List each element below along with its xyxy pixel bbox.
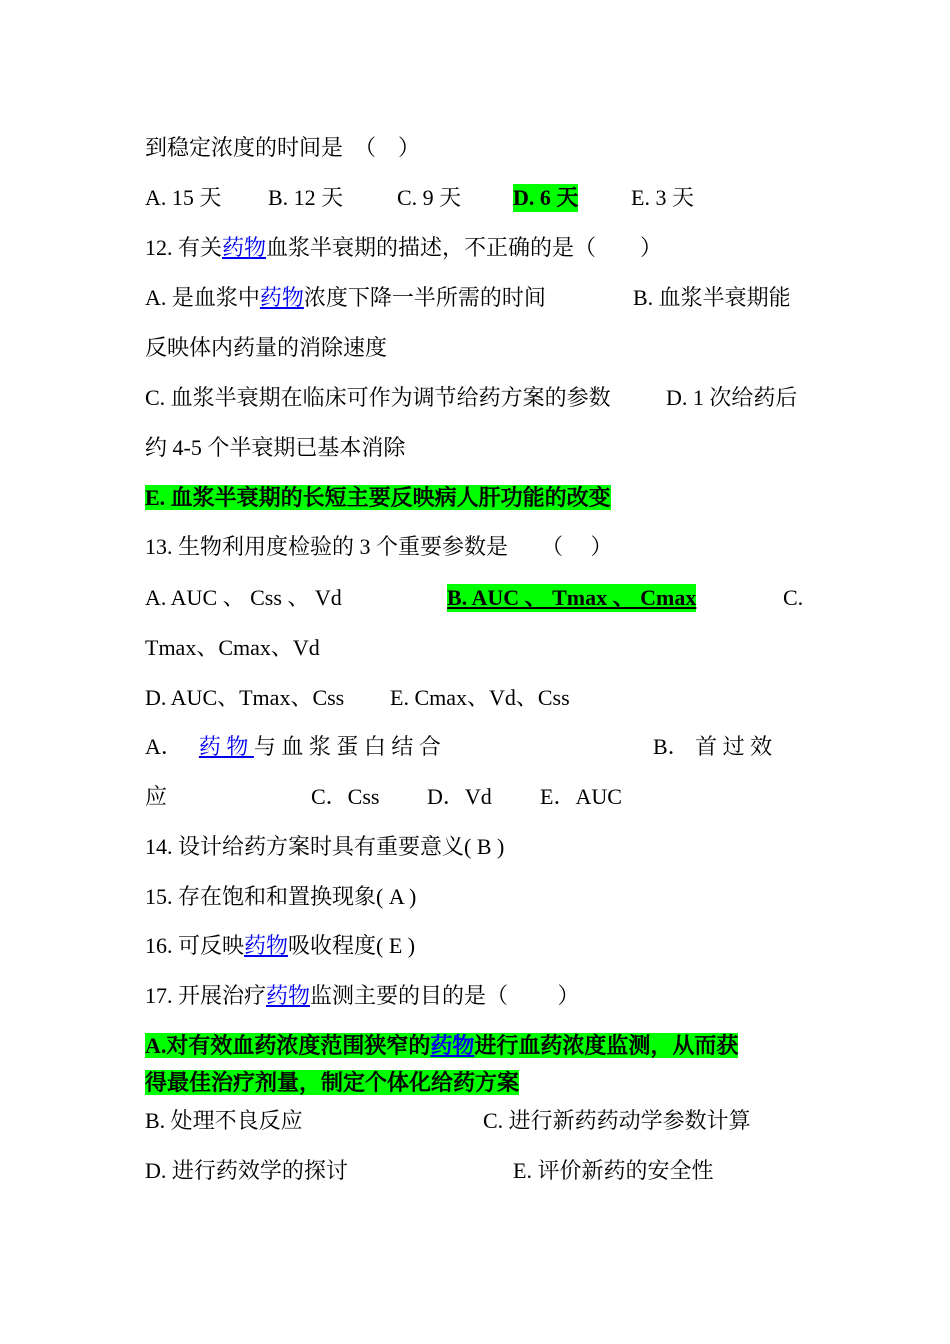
q13-options-abc [145,584,810,612]
q16-item [145,932,415,960]
matching-option-c: C．Css [311,784,380,809]
q17-option-a-answer [145,1032,738,1060]
q12-option-a [145,284,546,312]
q12-option-b-continued: 反映体内药量的消除速度 [145,335,388,360]
q12-stem [145,234,662,262]
q12-option-e-text: E. 血浆半衰期的长短主要反映病人肝功能的改变 [145,485,611,510]
q12-option-d: D. 1 次给药后 [666,385,798,410]
q17-options-de [145,1157,810,1185]
q12-option-c: C. 血浆半衰期在临床可作为调节给药方案的参数 [145,385,611,410]
q11-options [145,184,845,212]
q17-option-c: C. 进行新药药动学参数计算 [483,1108,751,1133]
q17-option-e: E. 评价新药的安全性 [513,1158,714,1183]
q16-drug-link[interactable]: 药物 [244,933,289,958]
matching-options-ab [145,733,810,761]
q17-option-b: B. 处理不良反应 [145,1108,303,1133]
q12-option-e-answer [145,484,611,512]
matching-options-cde [145,783,810,811]
q12-drug-link[interactable]: 药物 [222,235,267,260]
q17-option-d: D. 进行药效学的探讨 [145,1158,348,1183]
q17-option-a-text: A.对有效血药浓度范围狭窄的 [145,1033,431,1058]
q11-stem-continued: 到稳定浓度的时间是 （ ） [145,135,421,160]
q13-option-e: E. Cmax、Vd、Css [390,685,570,710]
matching-option-a-text-end: 与 血 浆 蛋 白 结 合 [253,734,441,759]
q11-option-e: E. 3 天 [631,185,694,210]
q12-stem-text-end: 血浆半衰期的描述，不正确的是（ ） [266,235,663,260]
q13-options-de [145,684,810,712]
q12-option-b: B. 血浆半衰期能 [633,285,791,310]
q12-option-a-drug-link[interactable]: 药物 [259,285,304,310]
matching-option-e: E．AUC [540,784,622,809]
q17-stem [145,982,580,1010]
matching-option-b: B． 首 过 效 [653,734,773,759]
q12-options-cd [145,384,810,412]
q11-option-a: A. 15 天 [145,185,222,210]
q13-option-c: C. [783,585,804,610]
q12-stem-text: 12. 有关 [145,235,223,260]
q17-option-a-line1 [145,1033,738,1058]
matching-option-a-drug-link[interactable]: 药 物 [198,734,254,759]
q13-stem: 13. 生物利用度检验的 3 个重要参数是 （ ） [145,534,613,559]
q17-drug-link[interactable]: 药物 [266,983,311,1008]
q17-option-a-continued [145,1069,519,1097]
q16-text-end: 吸收程度( E ) [288,933,416,958]
q17-option-a-line2: 得最佳治疗剂量，制定个体化给药方案 [145,1070,520,1095]
q15-item: 15. 存在饱和和置换现象( A ) [145,884,417,909]
matching-option-a-text: A． [145,734,183,759]
q11-option-c: C. 9 天 [397,185,462,210]
q17-stem-text: 17. 开展治疗 [145,983,267,1008]
matching-option-b-continued: 应 [145,784,168,809]
q13-option-a: A. AUC 、 Css 、 Vd [145,585,342,610]
q14-item: 14. 设计给药方案时具有重要意义( B ) [145,834,505,859]
matching-option-d: D．Vd [427,784,492,809]
matching-option-a [145,733,441,761]
q17-options-bc [145,1107,810,1135]
q13-option-b-answer: B. AUC 、 Tmax 、 Cmax [447,585,697,610]
q11-option-d-answer: D. 6 天 [513,185,579,210]
q12-option-a-text: A. 是血浆中 [145,285,260,310]
q16-text: 16. 可反映 [145,933,245,958]
q11-option-b: B. 12 天 [268,185,344,210]
q17-stem-text-end: 监测主要的目的是（ ） [310,983,580,1008]
q12-option-a-text-end: 浓度下降一半所需的时间 [303,285,546,310]
q13-option-d: D. AUC、Tmax、Css [145,685,345,710]
q12-option-d-continued: 约 4-5 个半衰期已基本消除 [145,435,406,460]
q17-option-a-drug-link[interactable]: 药物 [430,1033,475,1058]
q13-option-c-continued: Tmax、Cmax、Vd [145,635,320,660]
q17-option-a-text-end: 进行血药浓度监测，从而获 [474,1033,739,1058]
q12-options-ab [145,284,810,312]
